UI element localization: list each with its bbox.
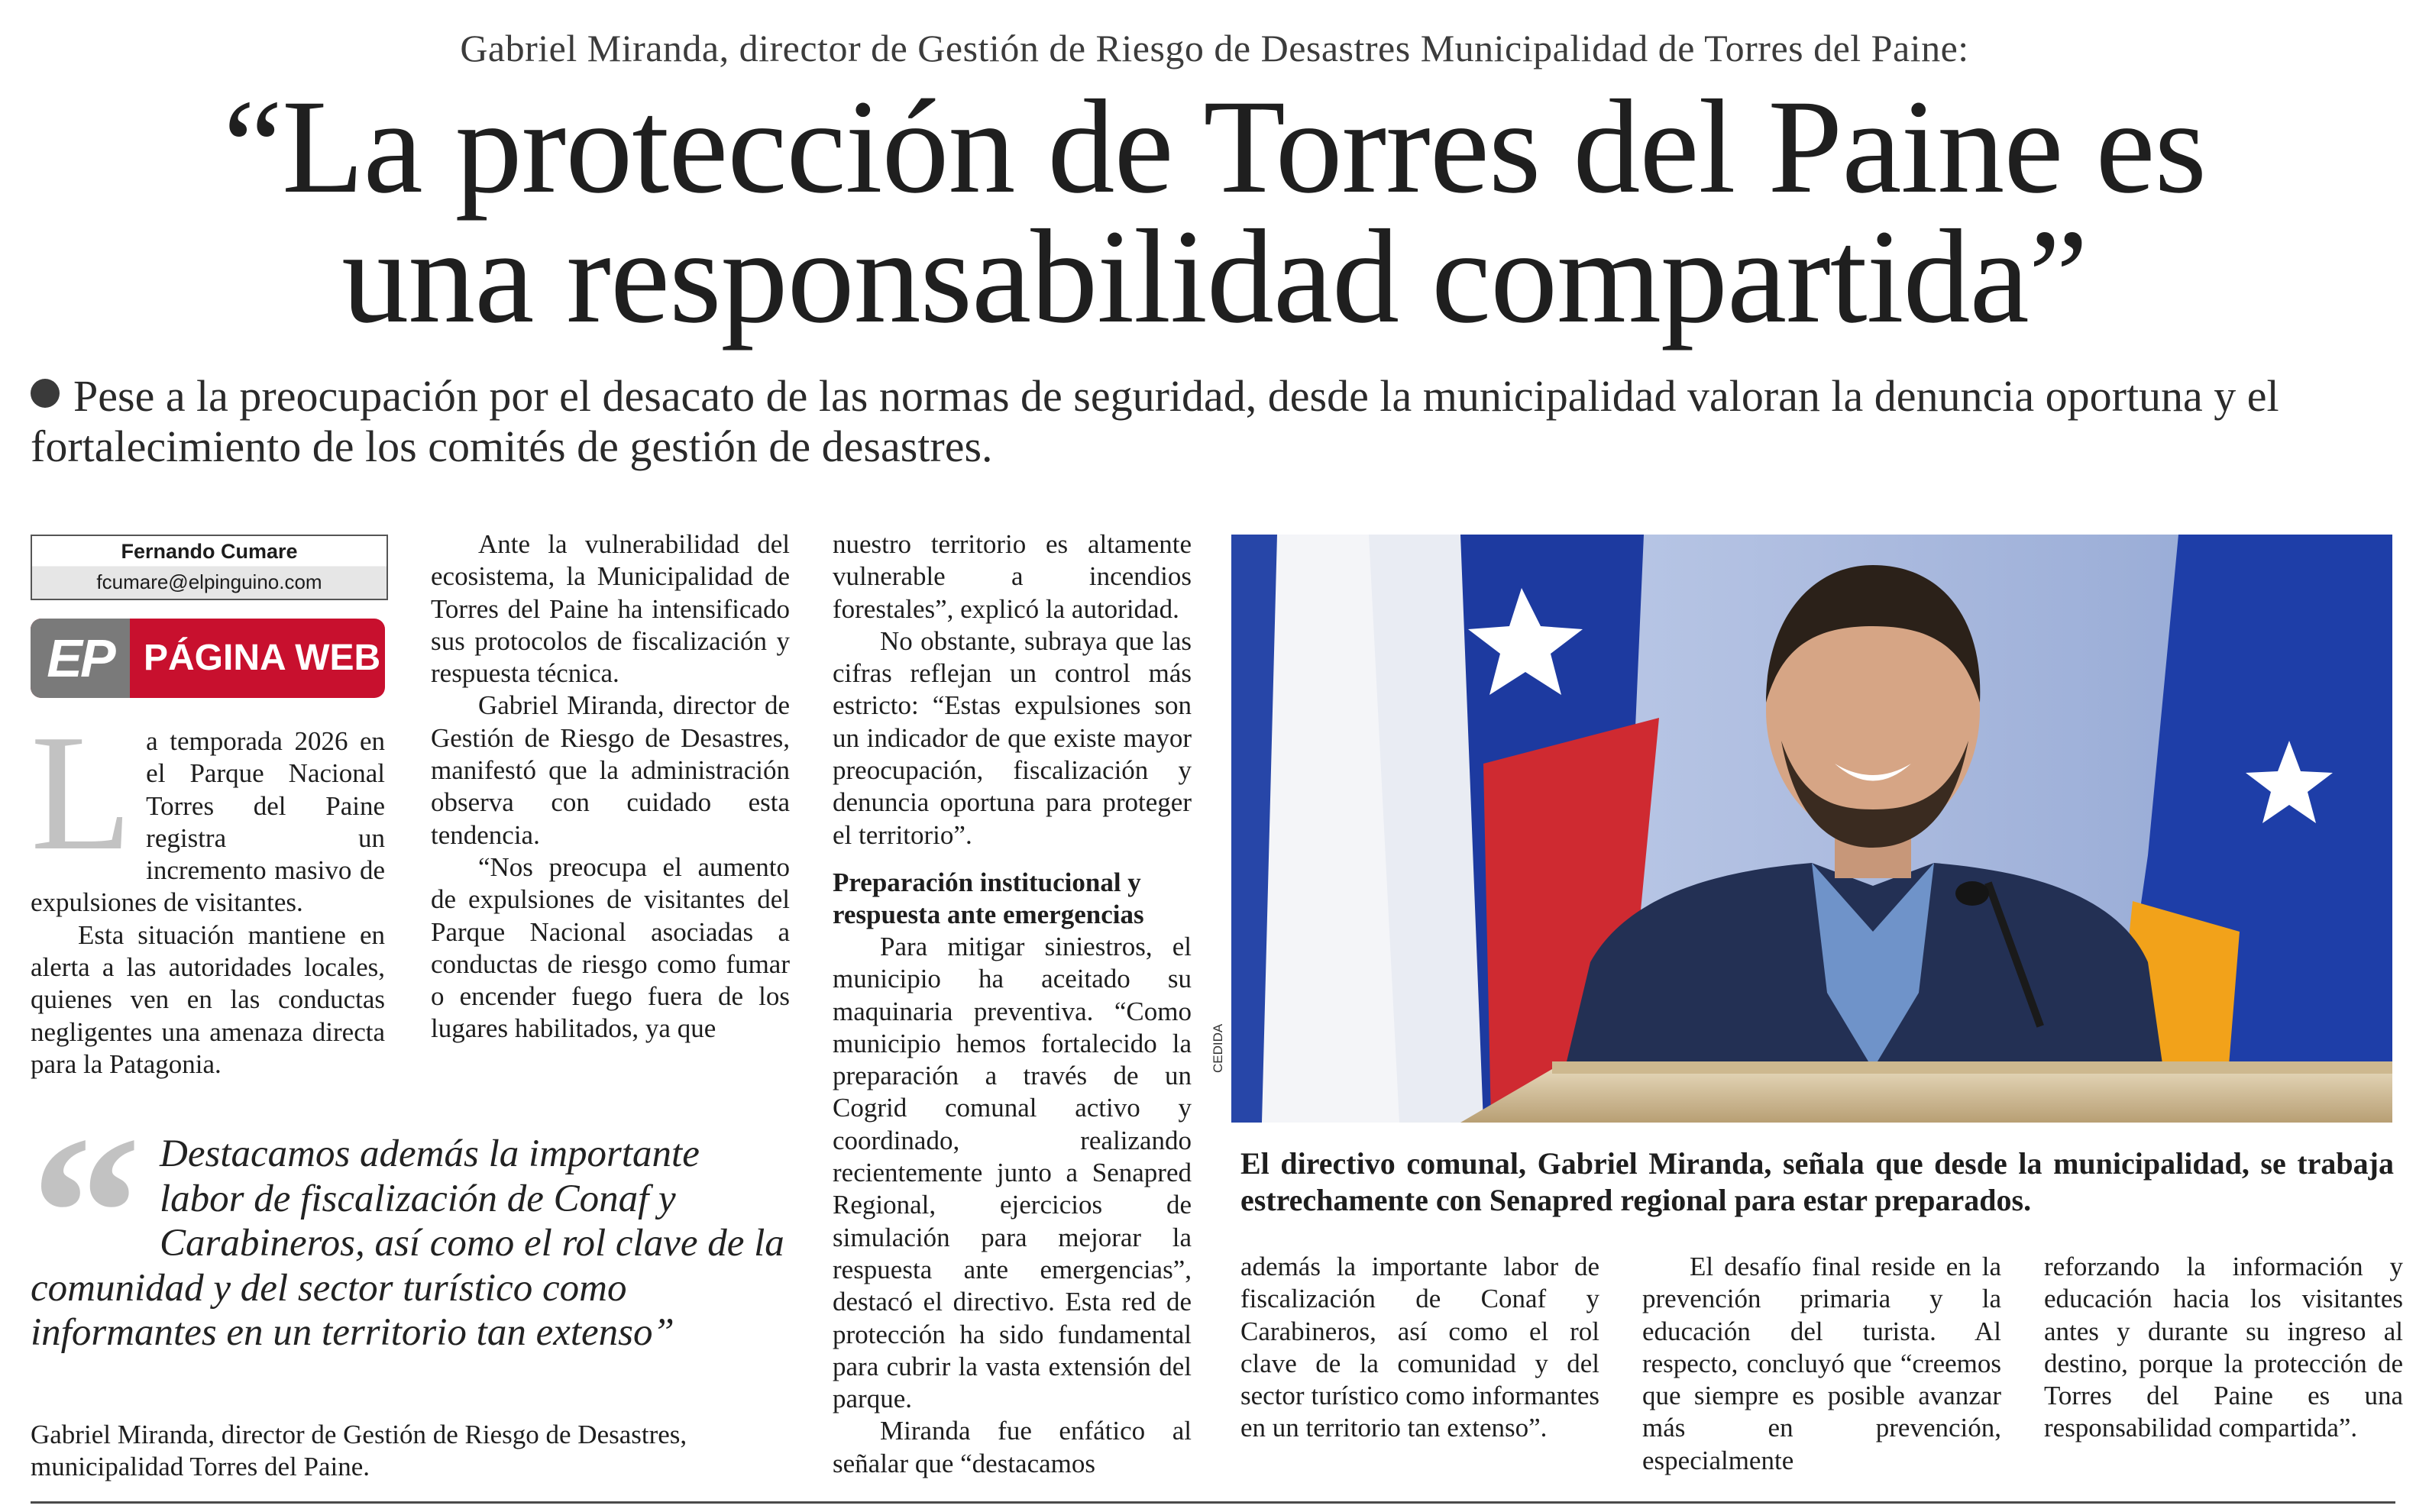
section-subhead: Preparación institucional y respuesta ante emergencias [833,867,1144,929]
author-name: Fernando Cumare [121,540,298,563]
photo-speaker-at-podium [1231,535,2392,1123]
body-column-6 [2044,1251,2403,1445]
web-page-badge[interactable] [31,619,385,698]
pull-quote [31,1090,787,1355]
photo-caption: El directivo comunal, Gabriel Miranda, señala que desde la municipalidad, se trabaja estrechamente con Senapred regional para estar preparados. [1240,1146,2394,1217]
headline-line-1: “La protección de Torres del Paine es [222,73,2207,221]
body-paragraph: Miranda fue enfático al señalar que “destacamos [833,1416,1192,1478]
body-column-5 [1642,1251,2001,1477]
bottom-rule [31,1501,2395,1504]
body-column-4 [1240,1251,1599,1445]
body-column-1 [31,701,385,1081]
body-paragraph: “Nos preocupa el aumento de expulsiones de visitantes del Parque Nacional asociadas a conductas de riesgo como fumar o encender fuego fuera de los lugares habilitados, ya que [431,851,790,1044]
bullet-icon [31,379,60,408]
body-paragraph: además la importante labor de fiscalización de Conaf y Carabineros, así como el rol clave de la comunidad y del sector turístico como informantes en un territorio tan extenso”. [1240,1252,1599,1443]
deck-text: Pese a la preocupación por el desacato de las normas de seguridad, desde la municipalidad valoran la denuncia oportuna y el fortalecimiento de los comités de gestión de desastres. [31,371,2279,471]
byline-box [31,535,388,600]
body-paragraph: Ante la vulnerabilidad del ecosistema, la Municipalidad de Torres del Paine ha intensificado sus protocolos de fiscalización y respuesta técnica. [431,529,790,689]
drop-cap: L [31,701,133,885]
body-paragraph: El desafío final reside en la prevención primaria y la educación del turista. Al respecto, concluyó que “creemos que siempre es posible avanzar más en prevención, especialmente [1642,1252,2001,1475]
body-column-3 [833,528,1192,1480]
body-paragraph: Para mitigar siniestros, el municipio ha aceitado su maquinaria preventiva. “Como municipio hemos fortalecido la preparación a través de un Cogrid comunal activo y coordinado, realizando recientemente junto a Senapred Regional, ejercicios de simulación para mejorar la respuesta ante emergencias”, destacó el directivo. Esta red de protección ha sido fundamental para cubrir la vasta extensión del parque. [833,931,1192,1414]
body-paragraph: nuestro territorio es altamente vulnerable a incendios forestales”, explicó la autoridad. [833,529,1192,624]
body-paragraph: No obstante, subraya que las cifras reflejan un control más estricto: “Estas expulsiones son un indicador de que existe mayor preocupación, fiscalización y denuncia oportuna para proteger el territorio”. [833,625,1192,850]
body-column-2 [431,528,790,1045]
headline-line-2: una responsabilidad compartida” [341,202,2088,351]
pull-quote-text: Destacamos además la importante labor de fiscalización de Conaf y Carabineros, así como el rol clave de la comunidad y del sector turístico como informantes en un territorio tan extenso” [31,1132,784,1355]
web-page-label: PÁGINA WEB [144,638,381,678]
author-email[interactable]: fcumare@elpinguino.com [96,570,322,593]
body-paragraph: Gabriel Miranda, director de Gestión de Riesgo de Desastres, manifestó que la administración observa con cuidado esta tendencia. [431,690,790,850]
article-headline [0,73,2429,351]
ep-logo: EP [31,619,130,698]
quote-mark-icon: “ [31,1090,141,1336]
article-deck [31,371,2398,472]
body-paragraph: Esta situación mantiene en alerta a las autoridades locales, quienes ven en las conductas negligentes una amenaza directa para la Patagonia. [31,919,385,1079]
article-kicker: Gabriel Miranda, director de Gestión de Riesgo de Desastres Municipalidad de Torres del Paine: [460,27,1969,69]
body-paragraph: reforzando la información y educación hacia los visitantes antes y durante su ingreso al destino, porque la protección de Torres del Paine es una responsabilidad compartida”. [2044,1252,2403,1443]
article-photo [1231,535,2392,1123]
photo-credit: CEDIDA [1211,1023,1225,1073]
pull-quote-attribution: Gabriel Miranda, director de Gestión de Riesgo de Desastres, municipalidad Torres del Paine. [31,1420,687,1481]
body-paragraph: a temporada 2026 en el Parque Nacional Torres del Paine registra un incremento masivo de expulsiones de visitantes. [31,726,385,918]
